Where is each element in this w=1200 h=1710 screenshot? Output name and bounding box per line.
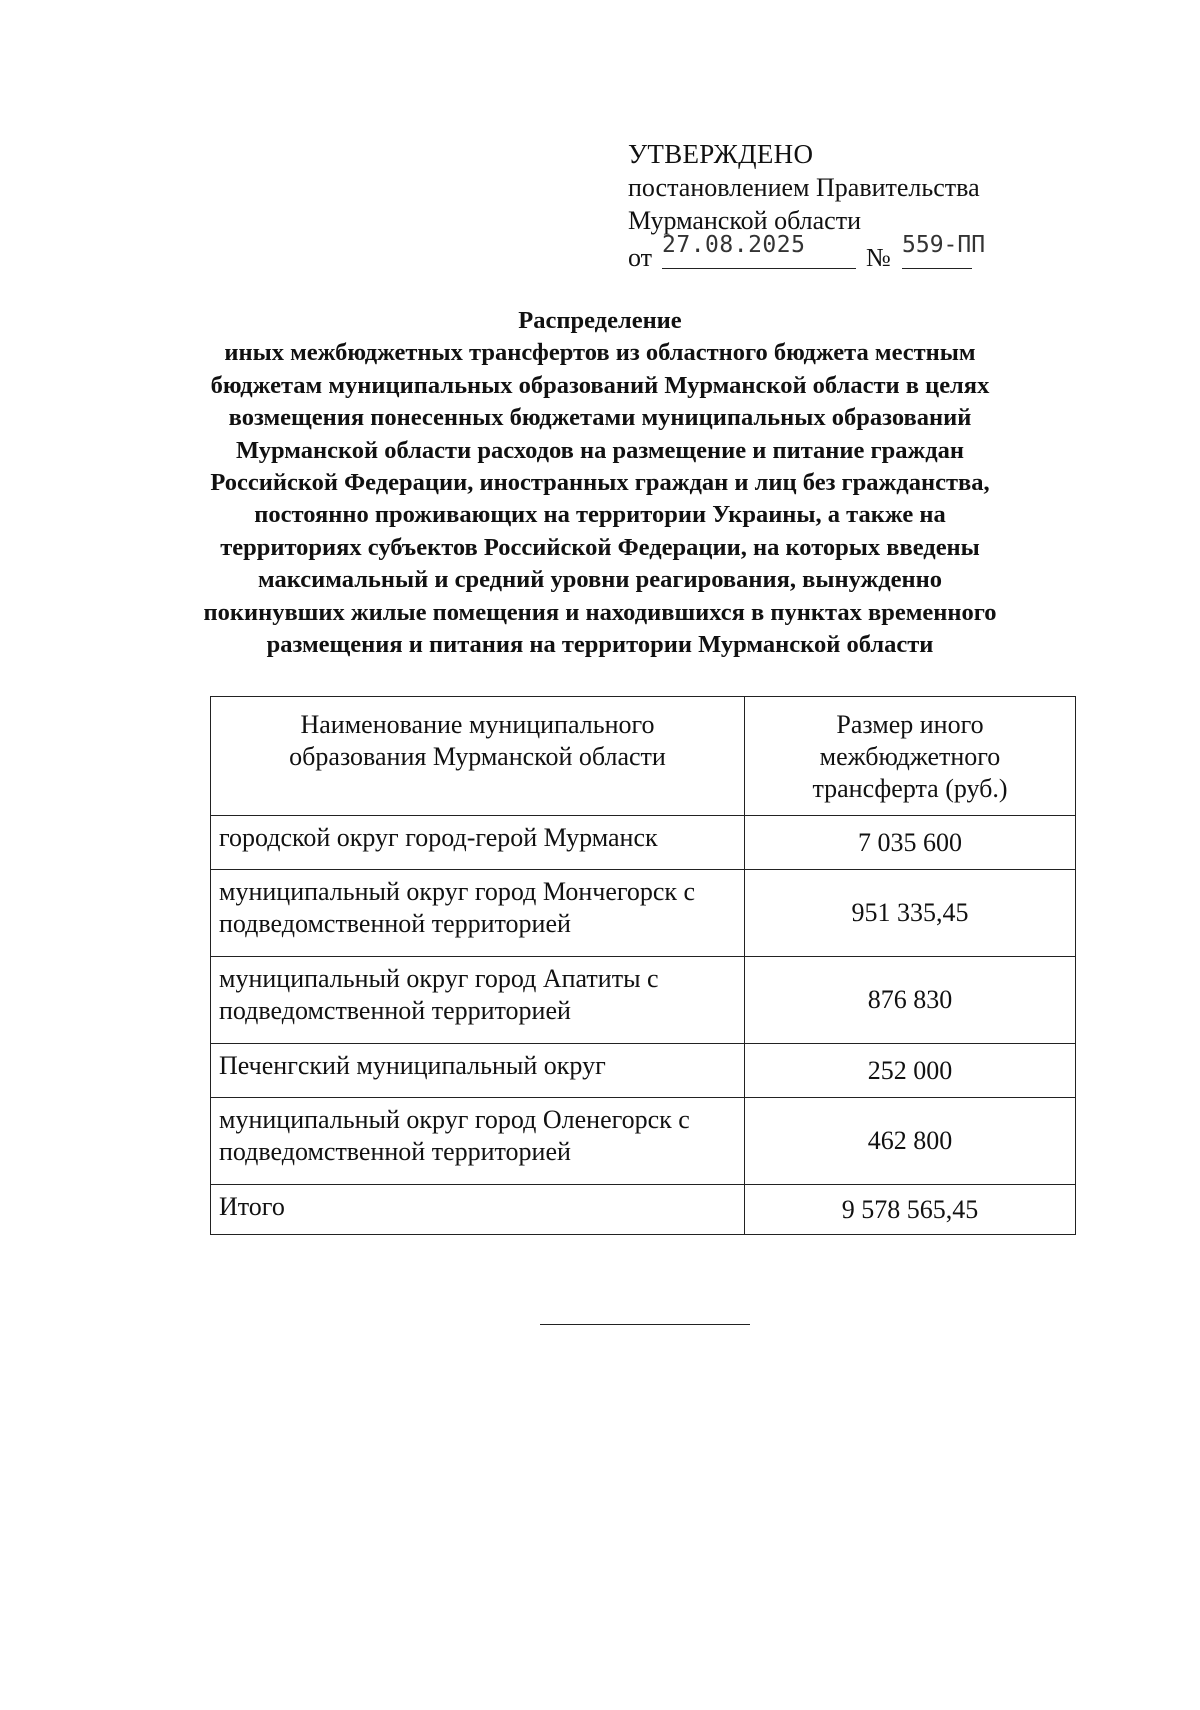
approval-date: 27.08.2025 [662, 232, 806, 258]
header-amount-line: межбюджетного [819, 742, 1001, 771]
name-line: муниципальный округ город Мончегорск с [219, 877, 696, 906]
title-line: Российской Федерации, иностранных граждан и лиц без гражданства, [210, 469, 990, 497]
table-row [211, 1098, 1076, 1185]
header-name-line: образования Мурманской области [289, 742, 666, 771]
title-line: Мурманской области расходов на размещение и питание граждан [235, 436, 965, 464]
name-line: Печенгский муниципальный округ [219, 1051, 606, 1080]
municipality-name [211, 870, 745, 957]
end-divider [540, 1324, 750, 1325]
approval-heading: УТВЕРЖДЕНО [628, 139, 814, 169]
approval-block [628, 138, 1068, 271]
number-prefix: № [866, 243, 891, 272]
name-line: подведомственной территорией [219, 1137, 571, 1166]
title-line: иных межбюджетных трансфертов из областного бюджета местным [224, 339, 976, 367]
name-line: подведомственной территорией [219, 909, 571, 938]
approval-line-1: постановлением Правительства [628, 173, 980, 202]
name-line: муниципальный округ город Оленегорск с [219, 1105, 690, 1134]
approval-date-row [628, 232, 1068, 272]
approval-line-2: Мурманской области [628, 206, 861, 235]
municipality-name [211, 1098, 745, 1185]
header-amount-line: Размер иного [836, 710, 984, 739]
name-line: муниципальный округ город Апатиты с [219, 964, 659, 993]
header-amount-line: трансферта (руб.) [812, 774, 1008, 803]
name-line: городской округ город-герой Мурманск [219, 823, 658, 852]
header-name-line: Наименование муниципального [300, 710, 655, 739]
transfer-amount: 876 830 [745, 957, 1076, 1044]
title-line: постоянно проживающих на территории Украины, а также на [254, 501, 946, 529]
distribution-table-wrap [210, 696, 1076, 1235]
number-underline [902, 268, 972, 269]
title-line: максимальный и средний уровни реагирования, вынужденно [257, 566, 943, 594]
table-header-row [211, 697, 1076, 816]
title-line: бюджетам муниципальных образований Мурманской области в целях [210, 371, 990, 399]
transfer-amount: 252 000 [745, 1044, 1076, 1098]
municipality-name [211, 957, 745, 1044]
table-row [211, 870, 1076, 957]
date-prefix: от [628, 243, 653, 272]
header-amount [745, 697, 1076, 816]
transfer-amount: 462 800 [745, 1098, 1076, 1185]
title-line: покинувших жилые помещения и находившихся в пунктах временного [203, 598, 997, 626]
approval-number: 559-ПП [902, 232, 986, 258]
transfer-amount: 951 335,45 [745, 870, 1076, 957]
date-underline [662, 268, 856, 269]
title-line: возмещения понесенных бюджетами муниципальных образований [228, 404, 972, 432]
title-line: Распределение [518, 307, 682, 334]
table-row [211, 816, 1076, 870]
table-row [211, 957, 1076, 1044]
municipality-name [211, 1044, 745, 1098]
total-amount: 9 578 565,45 [745, 1185, 1076, 1235]
document-title [150, 305, 1050, 661]
header-name [211, 697, 745, 816]
total-label [211, 1185, 745, 1235]
title-line: размещения и питания на территории Мурманской области [266, 631, 934, 659]
title-line: территориях субъектов Российской Федерации, на которых введены [220, 533, 980, 561]
distribution-table [210, 696, 1076, 1235]
municipality-name [211, 816, 745, 870]
name-line: Итого [219, 1192, 285, 1221]
name-line: подведомственной территорией [219, 996, 571, 1025]
table-total-row [211, 1185, 1076, 1235]
transfer-amount: 7 035 600 [745, 816, 1076, 870]
table-row [211, 1044, 1076, 1098]
